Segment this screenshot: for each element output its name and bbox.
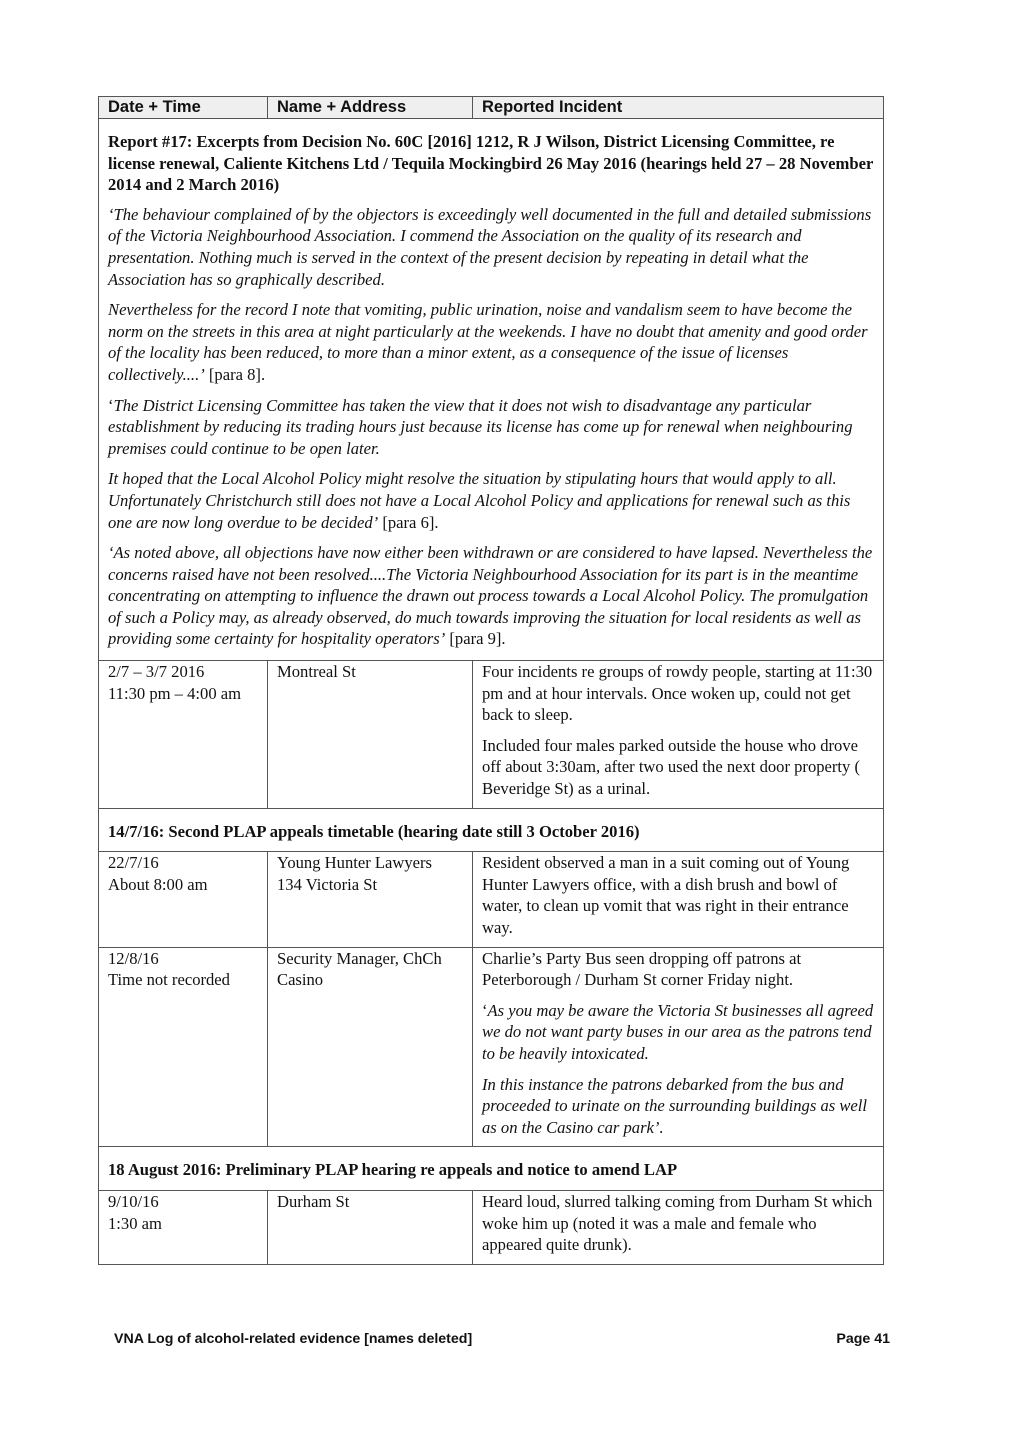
incident-text: Resident observed a man in a suit coming out of Young Hunter Lawyers office, with a dish brush and bowl of water, to clean up vomit that was right in their entrance way.	[482, 853, 850, 937]
date-cell	[99, 661, 268, 809]
incident-cell	[473, 1190, 884, 1264]
page-number: Page 41	[836, 1331, 890, 1347]
para-reference: [para 9].	[445, 629, 506, 649]
date-cell	[99, 1190, 268, 1264]
quote-text: As you may be aware the Victoria St businesses all agreed we do not want party buses in our area as the patrons tend to be heavily intoxicated.	[482, 1000, 874, 1063]
section-heading: 18 August 2016: Preliminary PLAP hearing re appeals and notice to amend LAP	[99, 1147, 884, 1191]
quote-text: Nevertheless for the record I note that vomiting, public urination, noise and vandalism seem to have become the norm on the streets in this area at night particularly at the weekends. I have no doubt that amenity and good order of the locality has been reduced, to more than a minor extent, as a consequence of the issue of licenses collectively....’	[108, 300, 868, 384]
open-quote: ‘	[482, 1000, 488, 1020]
table-row	[99, 1190, 884, 1264]
page-footer	[114, 1331, 890, 1347]
table-row	[99, 852, 884, 947]
entry-name: Montreal St	[277, 662, 356, 682]
incident-cell	[473, 661, 884, 809]
report-paragraph	[108, 542, 875, 650]
report-17-row	[99, 119, 884, 661]
section-row	[99, 1147, 884, 1191]
quote-text: The District Licensing Committee has taken the view that it does not wish to disadvantage any particular establishment by reducing its trading hours just because its license has come up for renewal when neighbouring premises could continue to be open later.	[108, 395, 853, 458]
incident-cell	[473, 852, 884, 947]
table-row	[99, 947, 884, 1147]
footer-title: VNA Log of alcohol-related evidence [names deleted]	[114, 1331, 473, 1347]
header-name-address: Name + Address	[268, 97, 473, 119]
incident-text: In this instance the patrons debarked from the bus and proceeded to urinate on the surrounding buildings as well as on the Casino car park’.	[482, 1074, 868, 1137]
quote-text: It hoped that the Local Alcohol Policy might resolve the situation by stipulating hours that would apply to all. Unfortunately Christchurch still does not have a Local Alcohol Policy and applications for renewal such as this one are now long overdue to be decided’	[108, 469, 851, 532]
report-paragraph	[108, 468, 875, 533]
incident-cell	[473, 947, 884, 1147]
header-date-time: Date + Time	[99, 97, 268, 119]
entry-name: Security Manager, ChCh Casino	[277, 948, 442, 990]
date-cell	[99, 852, 268, 947]
name-cell	[268, 947, 473, 1147]
incident-text: Charlie’s Party Bus seen dropping off patrons at Peterborough / Durham St corner Friday night.	[482, 948, 802, 990]
date-cell	[99, 947, 268, 1147]
entry-date: 2/7 – 3/7 2016	[108, 662, 205, 682]
para-reference: [para 6].	[378, 512, 439, 532]
entry-time: About 8:00 am	[108, 874, 208, 894]
entry-address: 134 Victoria St	[277, 874, 378, 894]
section-row	[99, 808, 884, 852]
entry-name: Durham St	[277, 1191, 350, 1211]
section-heading: 14/7/16: Second PLAP appeals timetable (hearing date still 3 October 2016)	[99, 808, 884, 852]
name-cell	[268, 1190, 473, 1264]
entry-time: 11:30 pm – 4:00 am	[108, 683, 242, 703]
name-cell	[268, 661, 473, 809]
table-row	[99, 661, 884, 809]
open-quote: ‘	[108, 395, 114, 415]
incident-text	[482, 1000, 875, 1065]
incident-text: Included four males parked outside the house who drove off about 3:30am, after two used the next door property ( Beveridge St) as a urinal.	[482, 735, 861, 799]
entry-time: 1:30 am	[108, 1213, 162, 1233]
name-cell	[268, 852, 473, 947]
quote-text: ‘As noted above, all objections have now either been withdrawn or are considered to have lapsed. Nevertheless the concerns raised have not been resolved....The Victoria Neighbourhood Association for its part is in the meantime concentrating on attempting to influence the drawn out process towards a Local Alcohol Policy. The promulgation of such a Policy may, as already observed, do much towards improving the situation for local residents as well as providing some certainty for hospitality operators’	[108, 543, 873, 649]
para-reference: [para 8].	[204, 364, 266, 384]
report-paragraph: ‘The behaviour complained of by the objectors is exceedingly well documented in the full and detailed submissions of the Victoria Neighbourhood Association. I commend the Association on the quality of its research and presentation. Nothing much is served in the context of the present decision by repeating in detail what the Association has so graphically described.	[108, 204, 872, 289]
header-reported-incident: Reported Incident	[473, 97, 884, 119]
incident-text: Four incidents re groups of rowdy people, starting at 11:30 pm and at hour intervals. Once woken up, could not get back to sleep.	[482, 662, 873, 725]
entry-date: 22/7/16	[108, 853, 159, 873]
incident-text: Heard loud, slurred talking coming from Durham St which woke him up (noted it was a male and female who appeared quite drunk).	[482, 1191, 873, 1255]
report-17-cell	[99, 119, 884, 661]
table-header-row	[99, 97, 884, 119]
entry-date: 12/8/16	[108, 948, 159, 968]
report-title: Report #17: Excerpts from Decision No. 60C [2016] 1212, R J Wilson, District Licensing Committee, re license renewal, Caliente Kitchens Ltd / Tequila Mockingbird 26 May 2016 (hearings held 27 – 28 November 2014 and 2 March 2016)	[108, 132, 874, 195]
entry-date: 9/10/16	[108, 1191, 159, 1211]
entry-time: Time not recorded	[108, 970, 230, 990]
incident-log-table	[98, 96, 884, 1265]
report-paragraph	[108, 299, 875, 385]
report-paragraph	[108, 395, 875, 460]
entry-name: Young Hunter Lawyers	[277, 853, 433, 873]
